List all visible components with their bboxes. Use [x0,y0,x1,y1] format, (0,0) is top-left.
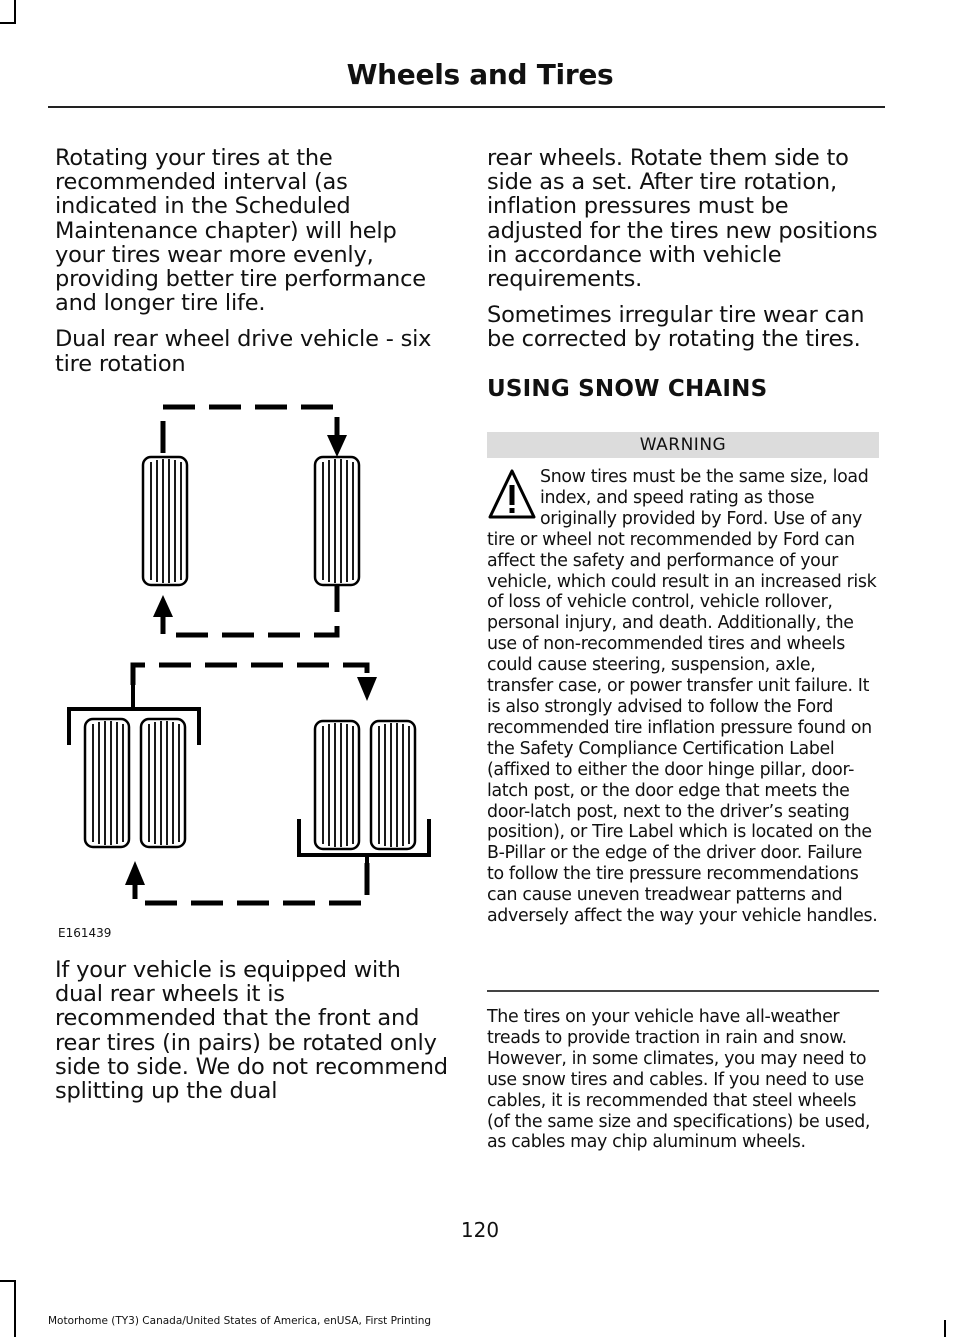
arrow-down-icon [327,435,347,457]
arrow-up-icon [153,595,173,617]
tire-rotation-diagram [55,395,450,945]
dual-rear-wheels-paragraph: If your vehicle is equipped with dual rear wheels it is recommended that the front and rear tires (in pairs) be rotated only side to side. We do not recommend splitting up the dual [55,957,448,1105]
rear-left-outer-tire [85,719,129,847]
six-tire-rotation-caption: Dual rear wheel drive vehicle - six tire rotation [55,326,432,377]
header-divider [48,106,885,108]
front-left-tire [143,457,187,585]
rear-left-inner-tire [141,719,185,847]
page-title: Wheels and Tires [346,58,614,91]
snow-tires-paragraph: The tires on your vehicle have all-weather treads to provide traction in rain and snow. However, in some climates, you may need to use snow tires and cables. If you need to use cables, it is recommended that steel wheels (of the same size and specifications) be used, as cables may chip aluminum wheels. [487,1007,871,1153]
warning-triangle-icon [487,467,537,527]
crop-mark [0,1280,16,1282]
crop-mark [14,0,16,22]
crop-mark [944,1320,946,1337]
page-number: 120 [460,1218,500,1242]
arrow-down-icon [357,677,377,701]
warning-divider [487,990,879,992]
rear-right-outer-tire [371,721,415,849]
crop-mark [14,1280,16,1337]
warning-text: Snow tires must be the same size, load index, and speed rating as those originally provided by Ford. Use of any tire or wheel not recommended by Ford can affect the safety and performance of your vehicle, which could result in an increased risk of loss of vehicle control, vehicle rollover, personal injury, and death. Additionally, the use of non-recommended tires and wheels could cause steering, suspension, axle, transfer case, or power transfer unit failure. It is also strongly advised to follow the Ford recommended tire inflation pressure found on the Safety Compliance Certification Label (affixed to either the door hinge pillar, door-latch post, or the door edge that meets the door-latch post, next to the driver’s seating position), or Tire Label which is located on the B-Pillar or the edge of the driver door. Failure to follow the tire pressure recommendations can cause uneven treadwear patterns and adversely affect the way your vehicle handles. [487,467,878,927]
section-heading: USING SNOW CHAINS [487,375,768,402]
left-column [55,146,450,388]
rear-right-inner-tire [315,721,359,849]
front-right-tire [315,457,359,585]
arrow-up-icon [125,861,145,885]
figure-code: E161439 [58,926,112,940]
warning-label: WARNING [487,432,879,458]
rotation-continued-paragraph: rear wheels. Rotate them side to side as a set. After tire rotation, inflation pressures must be adjusted for the tires new positions in accordance with vehicle requirements. [487,145,878,293]
warning-box [487,467,879,927]
right-column [487,146,879,402]
irregular-wear-paragraph: Sometimes irregular tire wear can be corrected by rotating the tires. [487,302,865,353]
crop-mark [0,22,16,24]
rotation-intro-paragraph: Rotating your tires at the recommended interval (as indicated in the Scheduled Maintenance chapter) will help your tires wear more evenly, providing better tire performance and longer tire life. [55,145,426,317]
left-bottom-text [55,958,450,1115]
footer-text: Motorhome (TY3) Canada/United States of America, enUSA, First Printing [48,1315,432,1327]
